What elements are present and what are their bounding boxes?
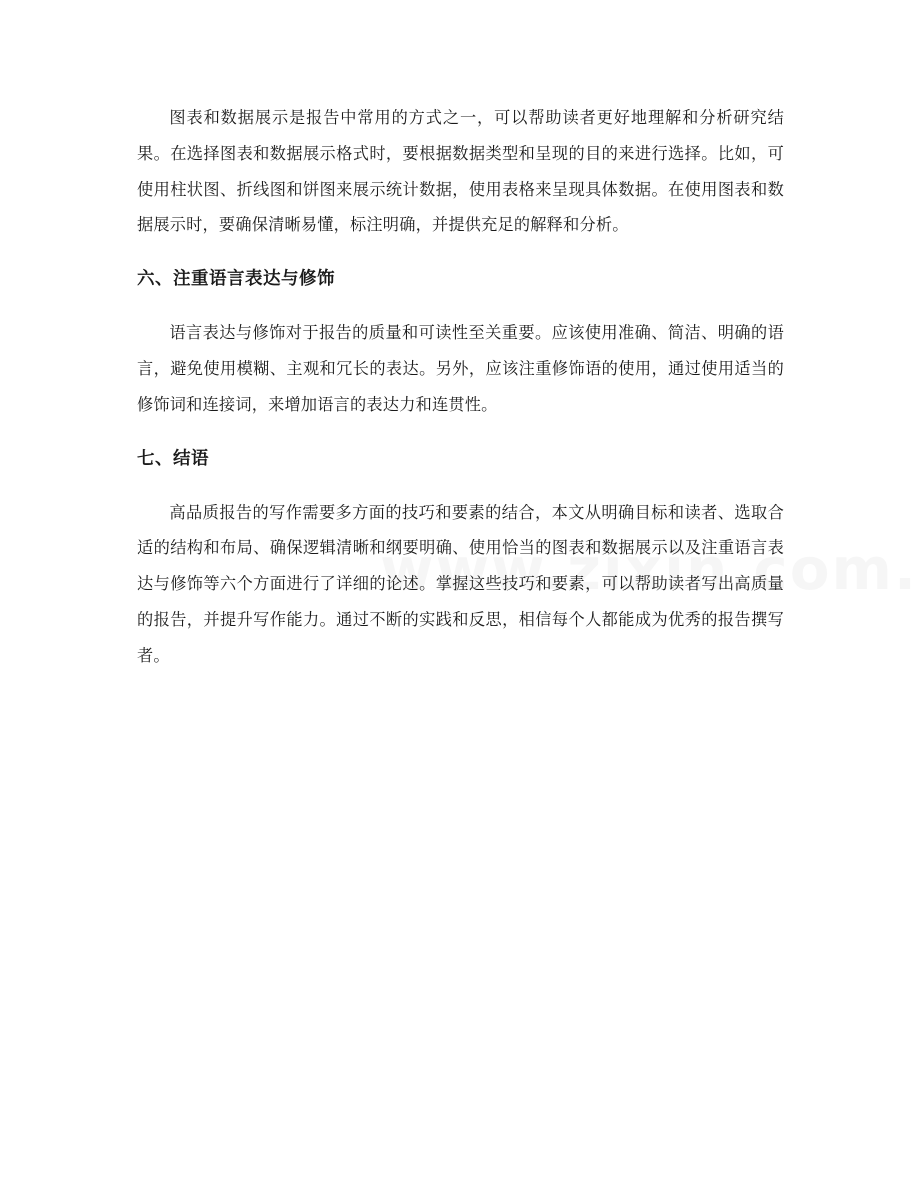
heading-section-7: 七、结语 [137, 448, 209, 469]
heading-section-6: 六、注重语言表达与修饰 [137, 269, 335, 290]
paragraph-charts: 图表和数据展示是报告中常用的方式之一，可以帮助读者更好地理解和分析研究结果。在选择图表和数据展示格式时，要根据数据类型和呈现的目的来进行选择。比如，可使用柱状图、折线图和饼图来展示统计数据，使用表格来呈现具体数据。在使用图表和数据展示时，要确保清晰易懂，标注明确，并提供充足的解释和分析。 [137, 108, 784, 235]
document-body [137, 100, 784, 674]
paragraph-language: 语言表达与修饰对于报告的质量和可读性至关重要。应该使用准确、简洁、明确的语言，避免使用模糊、主观和冗长的表达。另外，应该注重修饰语的使用，通过使用适当的修饰词和连接词，来增加语言的表达力和连贯性。 [137, 323, 784, 414]
paragraph-conclusion: 高品质报告的写作需要多方面的技巧和要素的结合，本文从明确目标和读者、选取合适的结构和布局、确保逻辑清晰和纲要明确、使用恰当的图表和数据展示以及注重语言表达与修饰等六个方面进行了详细的论述。掌握这些技巧和要素，可以帮助读者写出高质量的报告，并提升写作能力。通过不断的实践和反思，相信每个人都能成为优秀的报告撰写者。 [137, 502, 784, 665]
